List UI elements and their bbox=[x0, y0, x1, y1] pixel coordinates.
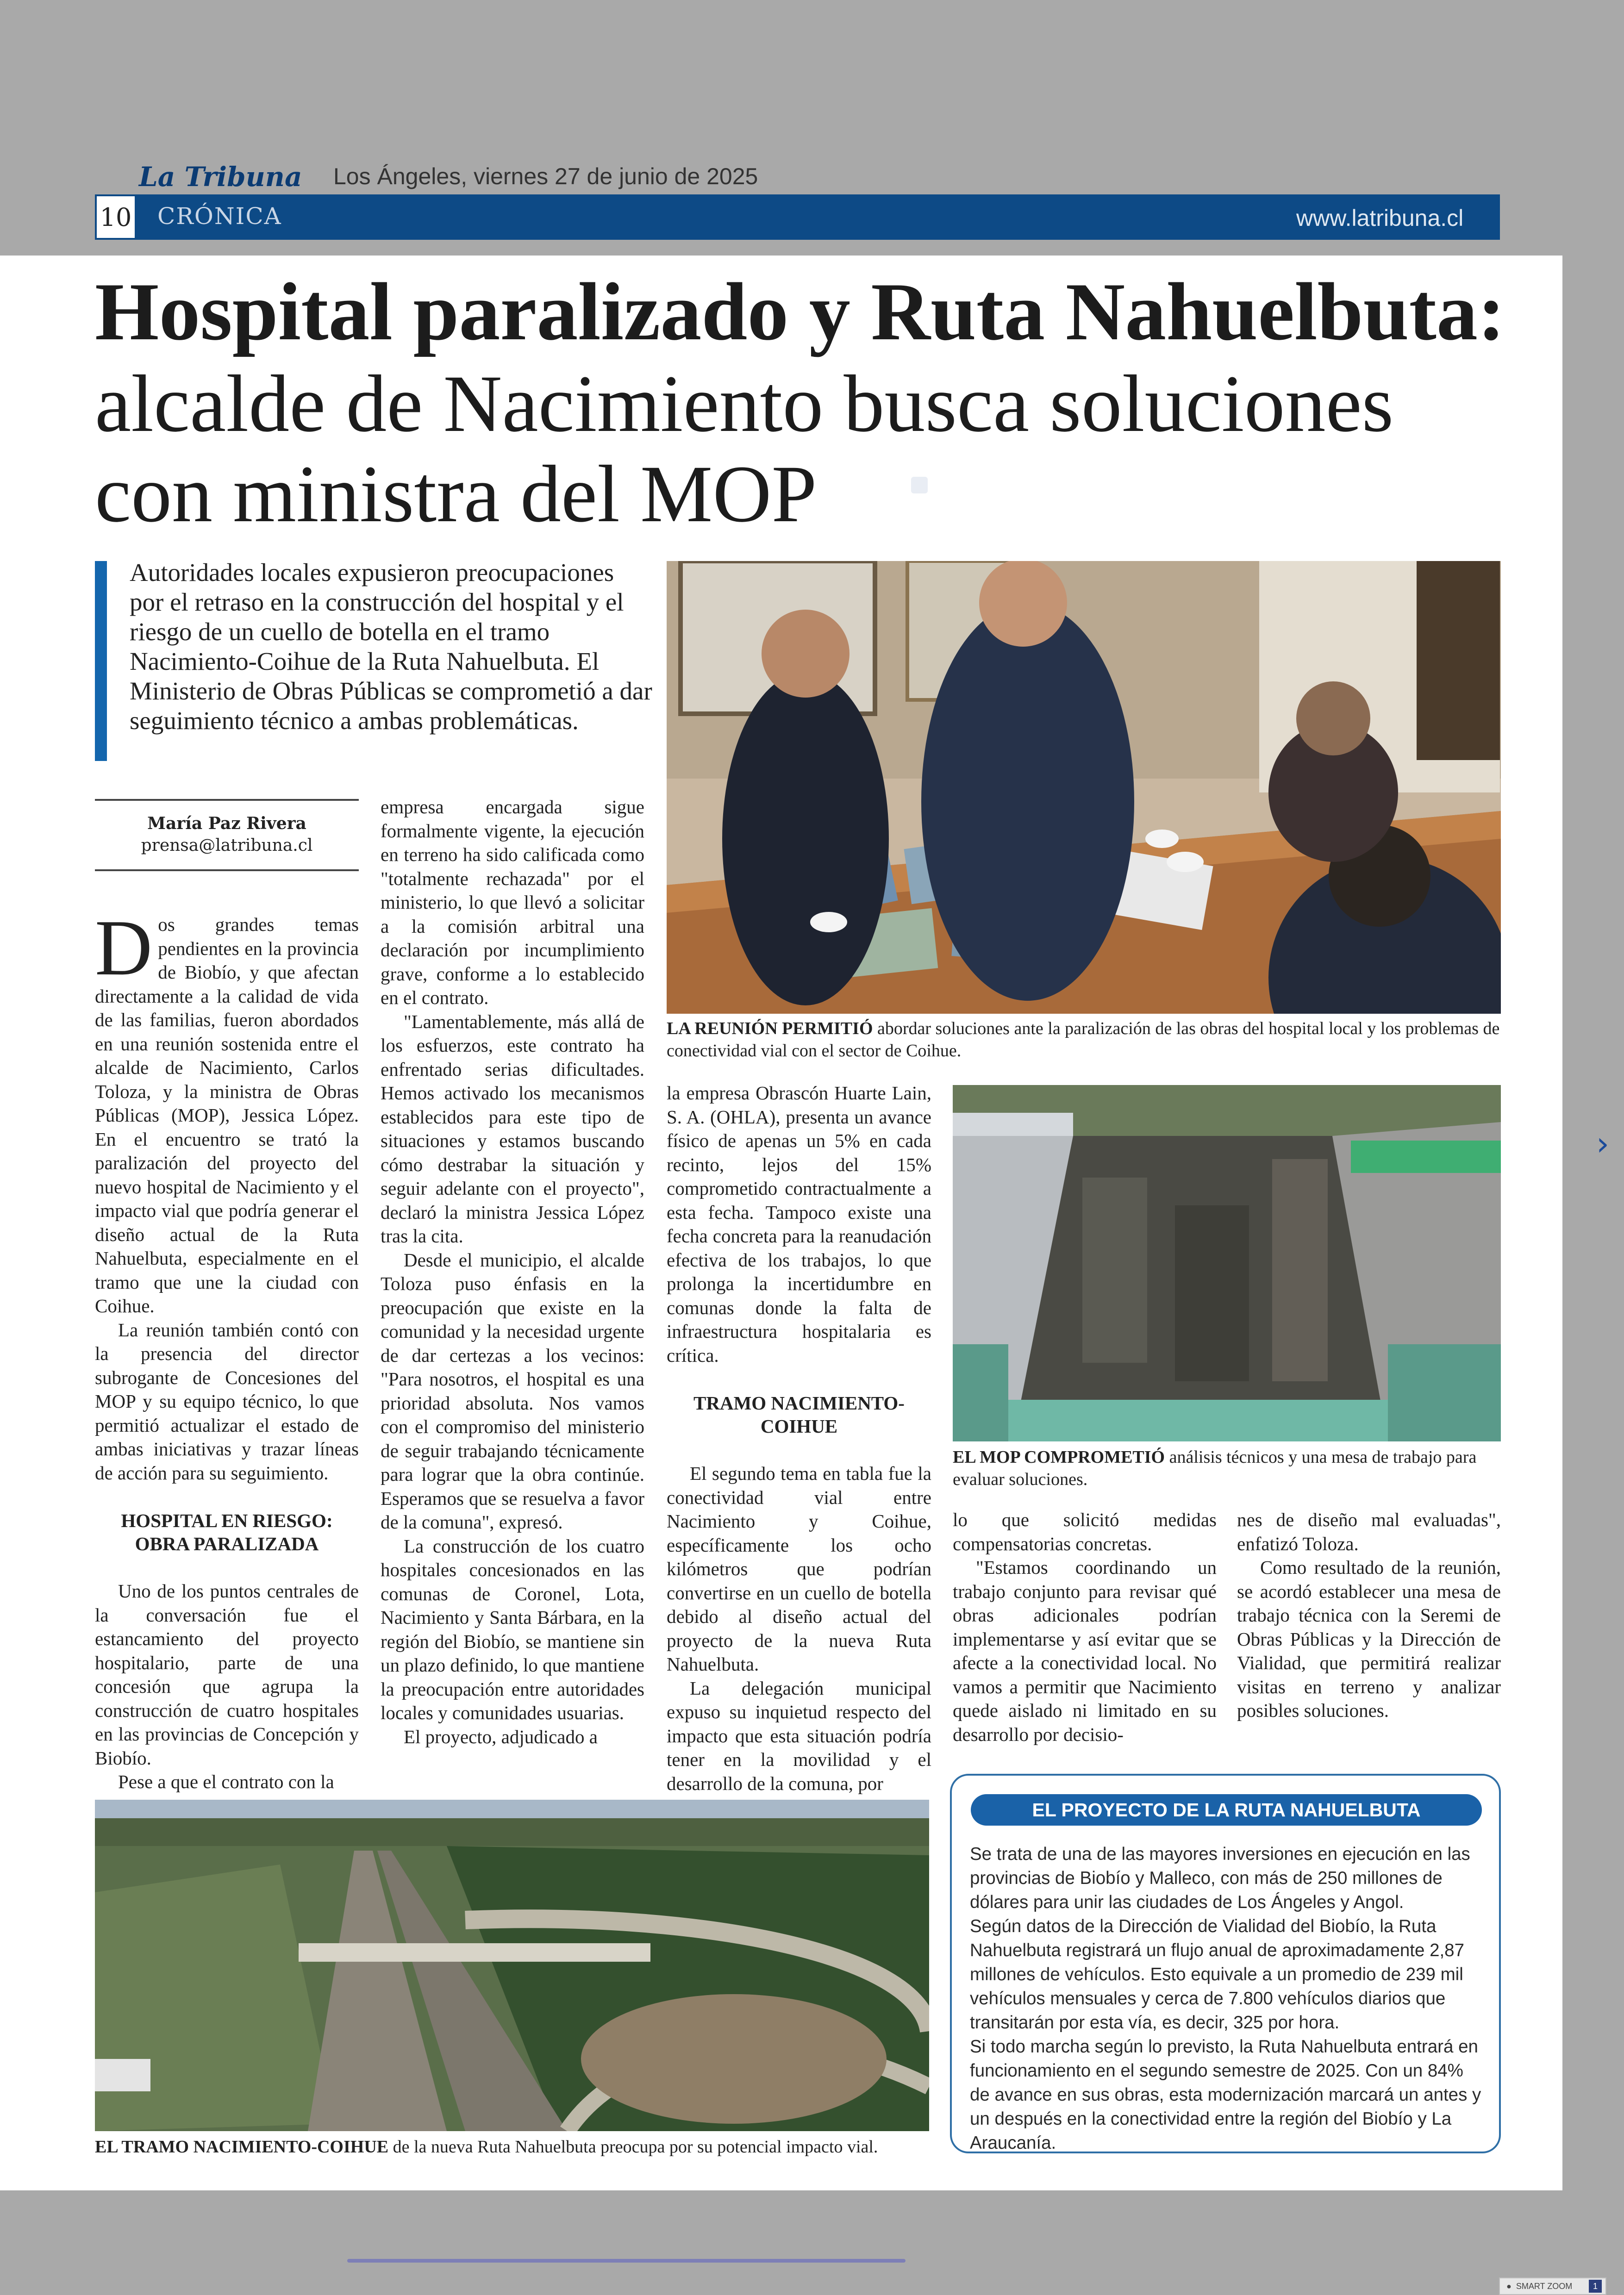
paragraph: La reunión también contó con la presencia del director subrogante de Concesiones del MOP y su equipo técnico, lo que permitió actualizar el estado de ambas iniciativas y trazar líneas de acción para su seguimiento. bbox=[95, 1319, 359, 1484]
paragraph: Uno de los puntos centrales de la conversación fue el estancamiento del proyecto hospitalario, parte de una concesión que agrupa la construcción de cuatro hospitales en las provincias de Concepción y Biobío. bbox=[95, 1580, 359, 1769]
chevron-right-icon[interactable]: › bbox=[1596, 1125, 1609, 1163]
paragraph: Dos grandes temas pendientes en la provincia de Biobío, y que afectan directamente a la calidad de vida de las familias, fueron abordados en una reunión sostenida entre el alcalde de Nacimiento, Carlos Toloza, y la ministra de Obras Públicas (MOP), Jessica López. En el encuentro se trató la paralización del proyecto del nuevo hospital de Nacimiento y el impacto vial que podría generar el diseño actual de la Ruta Nahuelbuta, especialmente en el tramo que une la ciudad con Coihue. bbox=[95, 904, 359, 1316]
photo-caption-highway: EL TRAMO NACIMIENTO-COIHUE de la nueva Ruta Nahuelbuta preocupa por su potencial impacto vial. bbox=[95, 2137, 878, 2157]
paragraph: "Estamos coordinando un trabajo conjunto para revisar qué obras adicionales podrían implementarse y así evitar que se afecte a la conectividad local. No vamos a permitir que Nacimiento quede aislado ni limitado en su desarrollo por decisio- bbox=[953, 1557, 1217, 1745]
construction-site-photo bbox=[953, 1085, 1501, 1441]
smart-zoom-label: SMART ZOOM bbox=[1516, 2281, 1573, 2291]
headline-line3: con ministra del MOP bbox=[95, 449, 817, 539]
drop-cap: D bbox=[95, 904, 153, 992]
paragraph: empresa encargada sigue formalmente vigente, la ejecución en terreno ha sido calificada como "totalmente rechazada" por el ministerio, lo que llevó a solicitar a la comisión arbitral una declaración por incumplimiento grave, conforme a lo establecido en el contrato. bbox=[381, 796, 644, 1008]
note-icon[interactable] bbox=[911, 477, 928, 493]
paragraph: El segundo tema en tabla fue la conectividad vial entre Nacimiento y Coihue, específicamente los ocho kilómetros que podrían convertirse en un cuello de botella debido al diseño actual del proyecto de la nueva Ruta Nahuelbuta. bbox=[667, 1463, 931, 1675]
author-name: María Paz Rivera bbox=[147, 814, 306, 833]
paragraph: Se trata de una de las mayores inversiones en ejecución en las provincias de Biobío y Malleco, con más de 250 millones de dólares para unir las ciudades de Los Ángeles y Angol. bbox=[970, 1844, 1470, 1912]
reading-progress-bar[interactable] bbox=[347, 2259, 906, 2263]
byline-rule-bottom bbox=[95, 869, 359, 871]
photo-caption-meeting: LA REUNIÓN PERMITIÓ abordar soluciones ante la paralización de las obras del hospital local y los problemas de conectividad vial con el sector de Coihue. bbox=[667, 1019, 1500, 1060]
byline-rule-top bbox=[95, 799, 359, 801]
info-box-title: EL PROYECTO DE LA RUTA NAHUELBUTA bbox=[971, 1794, 1482, 1826]
article-column-4 bbox=[953, 1508, 1217, 1746]
author-email[interactable]: prensa@latribuna.cl bbox=[141, 836, 313, 855]
highway-photo bbox=[95, 1800, 929, 2131]
headline-line2: alcalde de Nacimiento busca soluciones bbox=[95, 359, 1394, 449]
highway-illustration bbox=[95, 1800, 929, 2131]
lead-accent-bar bbox=[95, 561, 107, 761]
paragraph: La construcción de los cuatro hospitales concesionados en las comunas de Coronel, Lota, Nacimiento y Santa Bárbara, en la región del Biobío, se mantiene sin un plazo definido, lo que mantiene la preocupación entre autoridades locales y comunidades usuarias. bbox=[381, 1535, 644, 1723]
paragraph: "Lamentablemente, más allá de los esfuerzos, este contrato ha enfrentado serias dificultades. Hemos activado los mecanismos establecidos para este tipo de situaciones y estamos buscando cómo destrabar la situación y seguir adelante con el proyecto", declaró la ministra Jessica López tras la cita. bbox=[381, 1010, 644, 1247]
paragraph: lo que solicitó medidas compensatorias concretas. bbox=[953, 1509, 1217, 1554]
section-name: CRÓNICA bbox=[157, 203, 282, 230]
construction-site-illustration bbox=[953, 1085, 1501, 1441]
paragraph: Como resultado de la reunión, se acordó establecer una mesa de trabajo técnica con la Seremi de Obras Públicas y la Dirección de Vialidad, que permitirá realizar visitas en terreno y analizar posibles soluciones. bbox=[1237, 1557, 1501, 1721]
page-number: 10 bbox=[95, 194, 137, 240]
headline-sub bbox=[95, 359, 1530, 539]
meeting-illustration bbox=[667, 561, 1501, 1014]
article-column-3 bbox=[667, 1081, 931, 1796]
website-link[interactable]: www.latribuna.cl bbox=[1296, 205, 1464, 231]
section-bar bbox=[95, 194, 1500, 240]
paragraph: Según datos de la Dirección de Vialidad del Biobío, la Ruta Nahuelbuta registrará un flujo anual de aproximadamente 2,87 millones de vehículos. Esto equivale a un promedio de 239 mil vehículos mensuales y cerca de 7.800 vehículos diarios que transitarán por esta vía, es decir, 325 por hora. bbox=[970, 1916, 1464, 2033]
paragraph: La delegación municipal expuso su inquietud respecto del impacto que esta situación podría tener en la movilidad y el desarrollo de la comuna, por bbox=[667, 1677, 931, 1794]
article-column-1 bbox=[95, 904, 359, 1794]
page-indicator: 1 bbox=[1589, 2280, 1602, 2293]
headline-main: Hospital paralizado y Ruta Nahuelbuta: bbox=[95, 266, 1505, 357]
paragraph: la empresa Obrascón Huarte Lain, S. A. (OHLA), presenta un avance físico de apenas un 5% en cada recinto, lejos del 15% comprometido contractualmente a esta fecha. Tampoco existe una fecha concreta para la reanudación efectiva de los trabajos, lo que prolonga la incertidumbre en comunas donde la falta de infraestructura hospitalaria es crítica. bbox=[667, 1082, 931, 1366]
smart-zoom-control[interactable] bbox=[1499, 2277, 1606, 2295]
paragraph: Desde el municipio, el alcalde Toloza puso énfasis en la preocupación que existe en la comunidad y la necesidad urgente de dar certezas a los vecinos: "Para nosotros, el hospital es una prioridad absoluta. Nos vamos con el compromiso del ministerio de seguir trabajando técnicamente para lograr que la obra continúe. Esperamos que se resuelva a favor de la comuna", expresó. bbox=[381, 1249, 644, 1533]
lead-paragraph: Autoridades locales expusieron preocupaciones por el retraso en la construcción del hospital y el riesgo de un cuello de botella en el tramo Nacimiento-Coihue de la Ruta Nahuelbuta. El Ministerio de Obras Públicas se comprometió a dar seguimiento técnico a ambas problemáticas. bbox=[130, 558, 652, 735]
paragraph: Si todo marcha según lo previsto, la Ruta Nahuelbuta entrará en funcionamiento en el segundo semestre de 2025. Con un 84% de avance en sus obras, esta modernización marcará un antes y un después en la conectividad entre la región del Biobío y La Araucanía. bbox=[970, 2037, 1481, 2153]
paragraph: nes de diseño mal evaluadas", enfatizó Toloza. bbox=[1237, 1509, 1501, 1554]
eye-icon: ● bbox=[1506, 2281, 1512, 2291]
meeting-photo bbox=[667, 561, 1501, 1014]
info-box-text bbox=[970, 1842, 1484, 2155]
paragraph: Pese a que el contrato con la bbox=[118, 1771, 334, 1792]
subheading: HOSPITAL EN RIESGO: OBRA PARALIZADA bbox=[121, 1510, 333, 1554]
photo-caption-site: EL MOP COMPROMETIÓ análisis técnicos y una mesa de trabajo para evaluar soluciones. bbox=[953, 1447, 1477, 1489]
subheading: TRAMO NACIMIENTO-COIHUE bbox=[693, 1392, 905, 1437]
paragraph: El proyecto, adjudicado a bbox=[404, 1726, 598, 1747]
issue-date: Los Ángeles, viernes 27 de junio de 2025 bbox=[333, 163, 758, 189]
article-column-2 bbox=[381, 795, 644, 1749]
article-column-5 bbox=[1237, 1508, 1501, 1723]
masthead: La Tribuna bbox=[139, 161, 302, 193]
